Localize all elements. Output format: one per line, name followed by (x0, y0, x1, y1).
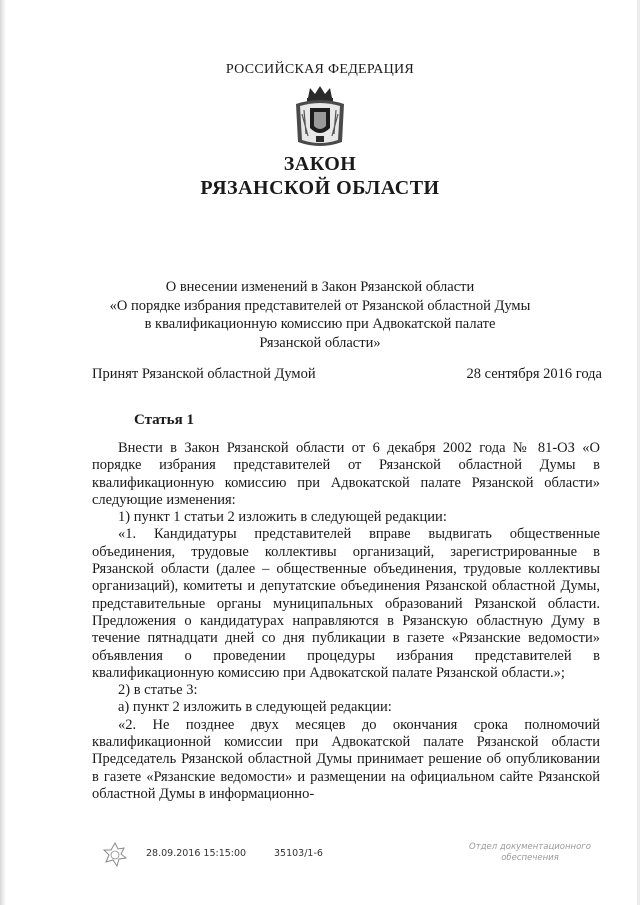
subject-line-4: Рязанской области» (259, 334, 381, 351)
subject-line-3: в квалификационную комиссию при Адвокатской палате (144, 316, 496, 332)
ryazan-coat-of-arms-icon (290, 84, 350, 150)
subject-line-2: «О порядке избрания представителей от Рязанской областной Думы (109, 297, 531, 314)
department-stamp-line-1: Отдел документационного (469, 842, 591, 852)
paragraph: а) пункт 2 изложить в следующей редакции: (118, 699, 392, 716)
federation-heading: РОССИЙСКАЯ ФЕДЕРАЦИЯ (225, 62, 415, 77)
registration-stamp-icon (100, 840, 130, 870)
registration-footer (0, 840, 640, 880)
article-body (92, 440, 600, 803)
registration-timestamp: 28.09.2016 15:15:00 (146, 848, 247, 859)
law-title (0, 152, 640, 200)
registration-number: 35103/1-6 (274, 848, 323, 859)
law-title-line-2: РЯЗАНСКОЙ ОБЛАСТИ (200, 177, 440, 199)
adoption-row (92, 366, 602, 383)
paragraph: 1) пункт 1 статьи 2 изложить в следующей редакции: (118, 509, 447, 526)
scan-edge-left (0, 0, 6, 905)
article-title: Статья 1 (134, 412, 194, 428)
paragraph: «1. Кандидатуры представителей вправе выдвигать общественные объединения, трудовые коллективы организаций, зарегистрированные в Рязанской области (далее – общественные объединения, трудовые коллективы организаций), комитеты и депутатские объединения Рязанской областной Думы, представительные органы муниципальных образований Рязанской области. Предложения о кандидатурах направляются в Рязанскую областную Думу в течение пятнадцати дней со дня публикации в газете «Рязанские ведомости» объявления о проведении процедуры избрания представителей в квалификационную комиссию при Адвокатской палате Рязанской области.»; (92, 526, 600, 681)
paragraph: Внести в Закон Рязанской области от 6 декабря 2002 года № 81-ОЗ «О порядке избрания представителей от Рязанской областной Думы в квалификационную комиссию при Адвокатской палате Рязанской области» следующие изменения: (92, 440, 600, 508)
law-subject (0, 278, 640, 352)
subject-line-1: О внесении изменений в Закон Рязанской области (165, 279, 475, 295)
paragraph: 2) в статье 3: (118, 682, 198, 699)
adopted-date: 28 сентября 2016 года (466, 366, 602, 382)
department-stamp-line-2: обеспечения (501, 853, 559, 863)
adopted-by: Принят Рязанской областной Думой (92, 366, 316, 382)
department-stamp (450, 842, 610, 864)
law-title-line-1: ЗАКОН (283, 153, 357, 175)
paragraph: «2. Не позднее двух месяцев до окончания срока полномочий квалификационной комиссии при Адвокатской палате Рязанской области Председатель Рязанской областной Думы принимает решение об опубликовании в газете «Рязанские ведомости» и размещении на официальном сайте Рязанской областной Думы в информационно- (92, 716, 600, 802)
